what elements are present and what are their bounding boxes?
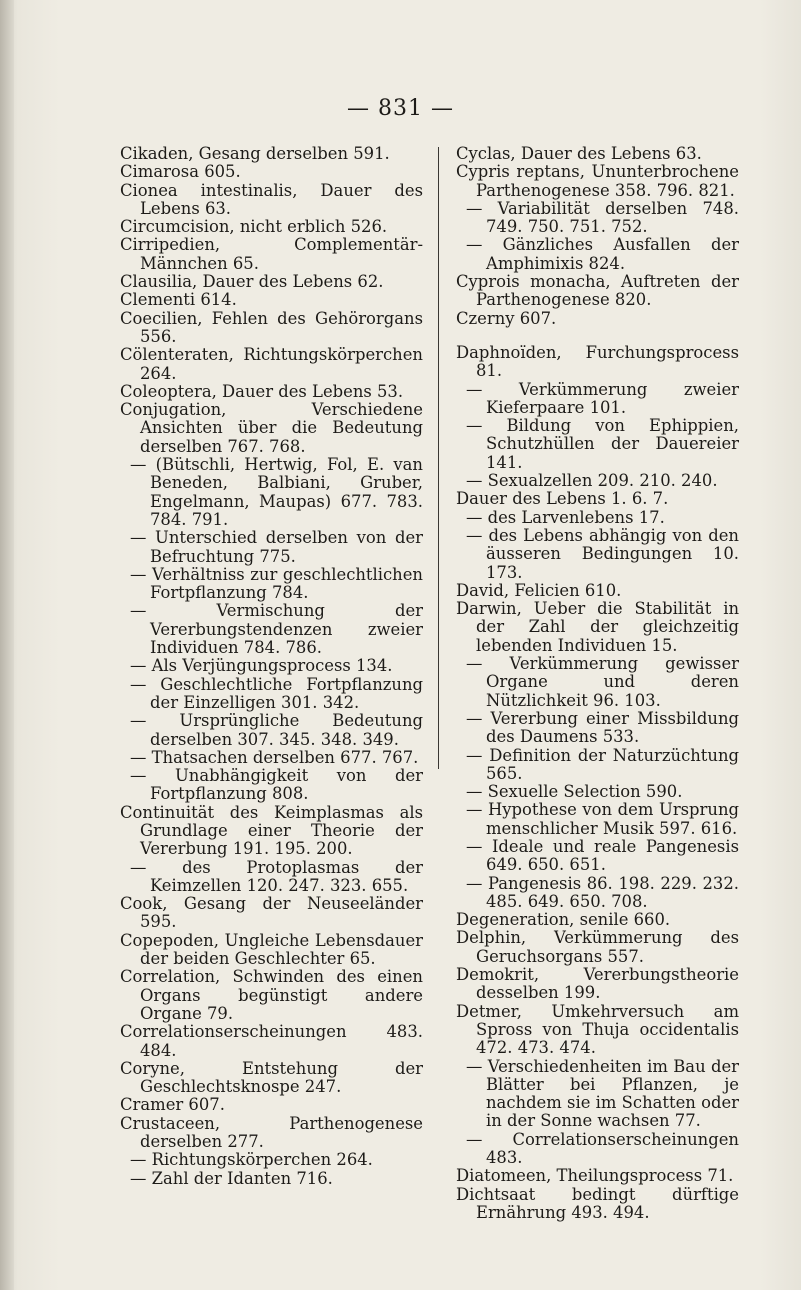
index-entry: Dauer des Lebens 1. 6. 7. (456, 489, 669, 509)
index-entry: Degeneration, senile 660. (456, 910, 671, 930)
index-entry: Clausilia, Dauer des Lebens 62. (120, 272, 384, 292)
index-entry: Copepoden, Ungleiche Lebensdauer der beiden Geschlechter 65. (120, 930, 423, 969)
index-entry: Cramer 607. (120, 1095, 225, 1115)
index-subentry: — Definition der Naturzüchtung 565. (466, 745, 739, 783)
index-subentry: — Zahl der Idanten 716. (130, 1168, 333, 1188)
index-subentry: — Verkümmerung zweier Kieferpaare 101. (466, 379, 739, 417)
index-subentry: — Bildung von Ephippien, Schutzhüllen der Dauereier 141. (466, 416, 739, 472)
index-entry: Detmer, Umkehrversuch am Spross von Thuja occidentalis 472. 473. 474. (456, 1001, 739, 1058)
index-subentry: — Geschlechtliche Fortpflanzung der Einzelligen 301. 342. (130, 674, 423, 712)
index-entry: Coryne, Entstehung der Geschlechtsknospe 247. (120, 1058, 423, 1097)
index-entry: Cikaden, Gesang derselben 591. (120, 144, 390, 163)
index-subentry: — (Bütschli, Hertwig, Fol, E. van Beneden, Balbiani, Gruber, Engelmann, Maupas) 677. 783. 784. 791. (130, 455, 423, 529)
index-entry: Cirripedien, Complementär-Männchen 65. (120, 235, 423, 273)
index-subentry: — Ursprüngliche Bedeutung derselben 307. 345. 348. 349. (130, 711, 423, 749)
page-number: — 831 — (347, 96, 454, 121)
index-subentry: — des Protoplasmas der Keimzellen 120. 247. 323. 655. (130, 857, 423, 895)
index-entry: Circumcision, nicht erblich 526. (120, 217, 388, 237)
index-column-right (456, 145, 739, 1222)
index-entry: Cook, Gesang der Neuseeländer 595. (120, 894, 423, 932)
index-entry: Coecilien, Fehlen des Gehörorgans 556. (120, 308, 423, 346)
index-entry: Cölenteraten, Richtungskörperchen 264. (120, 345, 423, 383)
index-subentry: — Correlationserscheinungen 483. (466, 1129, 739, 1168)
index-subentry: — Gänzliches Ausfallen der Amphimixis 824. (466, 235, 739, 273)
index-entry: Czerny 607. (456, 308, 557, 328)
index-subentry: — Sexuelle Selection 590. (466, 782, 683, 802)
index-subentry: — Variabilität derselben 748. 749. 750. 751. 752. (466, 198, 739, 237)
book-spine-shadow (0, 0, 14, 1290)
index-entry: Cyclas, Dauer des Lebens 63. (456, 144, 702, 163)
index-entry: Crustaceen, Parthenogenese derselben 277. (120, 1113, 423, 1152)
index-entry: Dichtsaat bedingt dürftige Ernährung 493. 494. (456, 1184, 739, 1222)
index-subentry: — Unterschied derselben von der Befruchtung 775. (130, 528, 423, 566)
index-entry: David, Felicien 610. (456, 580, 622, 600)
index-subentry: — Thatsachen derselben 677. 767. (130, 747, 419, 767)
index-entry: Coleoptera, Dauer des Lebens 53. (120, 381, 404, 401)
index-entry: Darwin, Ueber die Stabilität in der Zahl der gleichzeitig lebenden Individuen 15. (456, 599, 739, 655)
index-entry: Correlationserscheinungen 483. 484. (120, 1022, 423, 1060)
index-entry: Delphin, Verkümmerung des Geruchsorgans 557. (456, 928, 739, 966)
index-entry: Demokrit, Vererbungstheorie desselben 199. (456, 965, 739, 1003)
index-subentry: — Verkümmerung gewisser Organe und deren Nützlichkeit 96. 103. (466, 654, 739, 710)
index-entry: Continuität des Keimplasmas als Grundlage einer Theorie der Vererbung 191. 195. 200. (120, 802, 423, 859)
column-divider (438, 147, 439, 769)
index-entry: Diatomeen, Theilungsprocess 71. (456, 1166, 734, 1186)
index-subentry: — Als Verjüngungsprocess 134. (130, 656, 393, 676)
index-subentry: — Sexualzellen 209. 210. 240. (466, 471, 718, 491)
index-subentry: — des Larvenlebens 17. (466, 507, 665, 527)
index-subentry: — Vererbung einer Missbildung des Daumens 533. (466, 708, 739, 747)
index-subentry: — Pangenesis 86. 198. 229. 232. 485. 649. 650. 708. (466, 873, 739, 911)
index-subentry: — Richtungskörperchen 264. (130, 1150, 373, 1170)
index-entry: Cypris reptans, Ununterbrochene Parthenogenese 358. 796. 821. (456, 162, 739, 200)
index-subentry: — Ideale und reale Pangenesis 649. 650. 651. (466, 836, 739, 875)
index-column-left (120, 145, 423, 1188)
index-entry: Correlation, Schwinden des einen Organs begünstigt andere Organe 79. (120, 967, 423, 1023)
index-entry: Cyprois monacha, Auftreten der Parthenogenese 820. (456, 272, 739, 310)
index-entry: Cionea intestinalis, Dauer des Lebens 63. (120, 180, 423, 218)
index-subentry: — Verhältniss zur geschlechtlichen Fortpflanzung 784. (130, 564, 423, 603)
index-subentry: — Unabhängigkeit von der Fortpflanzung 808. (130, 766, 423, 804)
index-subentry: — des Lebens abhängig von den äusseren Bedingungen 10. 173. (466, 525, 739, 582)
index-entry: Clementi 614. (120, 290, 237, 310)
index-subentry: — Verschiedenheiten im Bau der Blätter bei Pflanzen, je nachdem sie im Schatten oder in der Sonne wachsen 77. (466, 1056, 739, 1131)
index-entry: Daphnoïden, Furchungsprocess 81. (456, 342, 739, 381)
index-subentry: — Hypothese von dem Ursprung menschlicher Musik 597. 616. (466, 800, 739, 838)
index-entry: Conjugation, Verschiedene Ansichten über die Bedeutung derselben 767. 768. (120, 400, 423, 456)
index-subentry: — Vermischung der Vererbungstendenzen zweier Individuen 784. 786. (130, 601, 423, 658)
index-entry: Cimarosa 605. (120, 162, 241, 182)
